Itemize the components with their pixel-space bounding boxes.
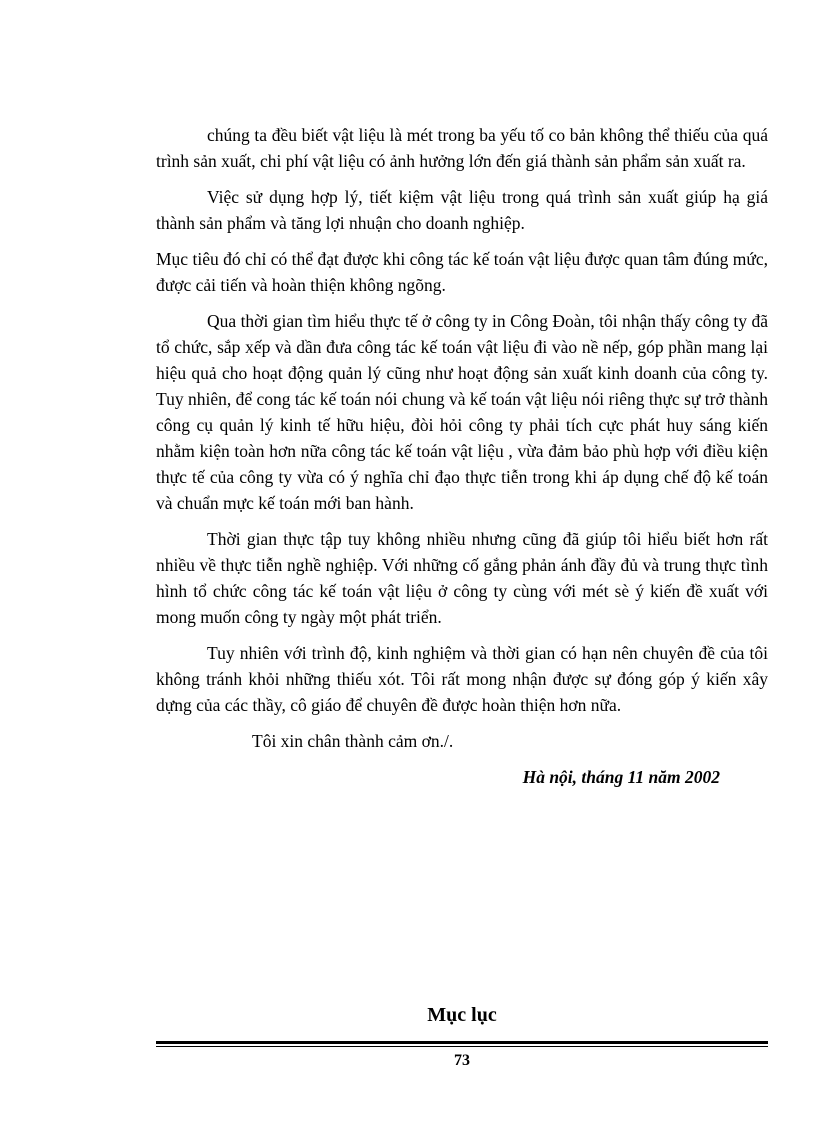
toc-title: Mục lục bbox=[427, 1004, 497, 1026]
paragraph-limitations: Tuy nhiên với trình độ, kinh nghiệm và thời gian có hạn nên chuyên đề của tôi không tránh khỏi những thiếu xót. Tôi rất mong nhận được sự đóng góp ý kiến xây dựng của các thầy, cô giáo để chuyên đề được hoàn thiện hơn nữa. bbox=[156, 643, 768, 715]
footer-rule-thick bbox=[156, 1041, 768, 1044]
body-text bbox=[156, 122, 768, 800]
thanks-line: Tôi xin chân thành cảm ơn./. bbox=[252, 731, 454, 751]
paragraph-internship: Thời gian thực tập tuy không nhiều nhưng cũng đã giúp tôi hiểu biết hơn rất nhiều về thực tiễn nghề nghiệp. Với những cố gắng phản ánh đầy đủ và trung thực tình hình tổ chức công tác kế toán vật liệu ở công ty cùng với mét sè ý kiến đề xuất với mong muốn công ty ngày một phát triển. bbox=[156, 529, 768, 627]
paragraph-goal: Mục tiêu đó chỉ có thể đạt được khi công tác kế toán vật liệu được quan tâm đúng mức, được cải tiến và hoàn thiện không ngõng. bbox=[156, 249, 768, 295]
page-number: 73 bbox=[454, 1052, 470, 1069]
paragraph-company-observation: Qua thời gian tìm hiểu thực tế ở công ty in Công Đoàn, tôi nhận thấy công ty đã tổ chức, sắp xếp và dần đưa công tác kế toán vật liệu đi vào nề nếp, góp phần mang lại hiệu quả cho hoạt động quản lý cũng như hoạt động sản xuất kinh doanh của công ty. Tuy nhiên, để cong tác kế toán nói chung và kế toán vật liệu nói riêng thực sự trở thành công cụ quản lý kinh tế hữu hiệu, đòi hỏi công ty phải tích cực phát huy sáng kiến nhằm kiện toàn hơn nữa công tác kế toán vật liệu , vừa đảm bảo phù hợp với điều kiện thực tế của công ty vừa có ý nghĩa chỉ đạo thực tiễn trong khi áp dụng chế độ kế toán và chuẩn mực kế toán mới ban hành. bbox=[156, 311, 768, 513]
place-date: Hà nội, tháng 11 năm 2002 bbox=[522, 767, 720, 787]
footer-rule-thin bbox=[156, 1046, 768, 1047]
paragraph-materials-importance: chúng ta đều biết vật liệu là mét trong ba yếu tố co bản không thể thiếu của quá trình sản xuất, chi phí vật liệu có ảnh hưởng lớn đến giá thành sản phẩm sản xuất ra. bbox=[156, 125, 768, 171]
paragraph-efficient-use: Việc sử dụng hợp lý, tiết kiệm vật liệu trong quá trình sản xuất giúp hạ giá thành sản phẩm và tăng lợi nhuận cho doanh nghiệp. bbox=[156, 187, 768, 233]
